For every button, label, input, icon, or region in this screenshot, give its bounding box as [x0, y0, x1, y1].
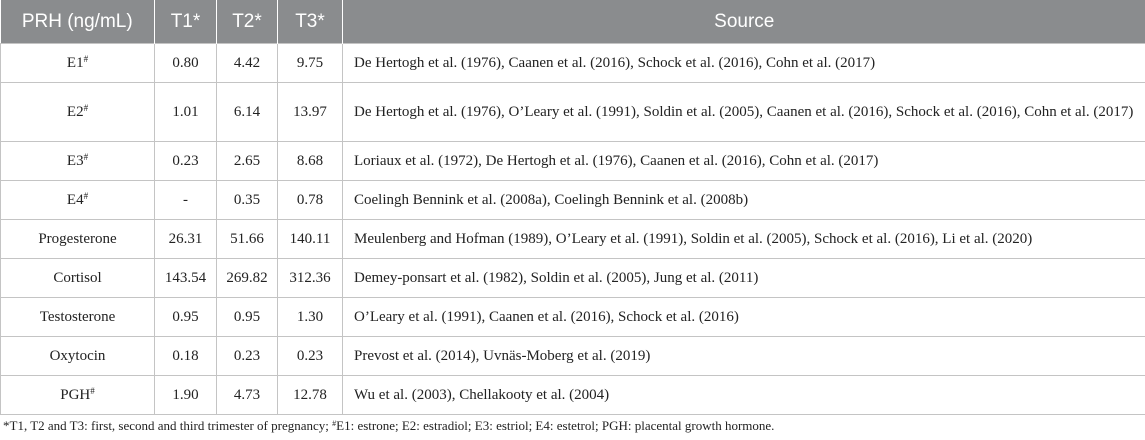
header-t3: T3*	[278, 0, 343, 44]
hormone-name: Testosterone	[1, 298, 155, 337]
hormone-name: Cortisol	[1, 259, 155, 298]
source-cell: Meulenberg and Hofman (1989), O’Leary et al. (1991), Soldin et al. (2005), Schock et al. (2016), Li et al. (2020)	[343, 220, 1145, 259]
t1-value: 0.80	[155, 44, 217, 83]
footnote-text-2: E1: estrone; E2: estradiol; E3: estriol; E4: estetrol; PGH: placental growth hormone.	[336, 418, 775, 433]
hormone-name: E1#	[1, 44, 155, 83]
table-row	[1, 298, 1145, 337]
hormone-name: Oxytocin	[1, 337, 155, 376]
t2-value: 0.35	[217, 181, 278, 220]
table-row	[1, 181, 1145, 220]
source-cell: Demey-ponsart et al. (1982), Soldin et al. (2005), Jung et al. (2011)	[343, 259, 1145, 298]
source-cell: Loriaux et al. (1972), De Hertogh et al. (1976), Caanen et al. (2016), Cohn et al. (2017)	[343, 142, 1145, 181]
t2-value: 6.14	[217, 83, 278, 142]
source-cell: Wu et al. (2003), Chellakooty et al. (2004)	[343, 376, 1145, 415]
hormone-name: E2#	[1, 83, 155, 142]
table-row	[1, 44, 1145, 83]
header-row	[1, 0, 1145, 44]
t1-value: 143.54	[155, 259, 217, 298]
t2-value: 4.73	[217, 376, 278, 415]
source-cell: De Hertogh et al. (1976), Caanen et al. (2016), Schock et al. (2016), Cohn et al. (2017)	[343, 44, 1145, 83]
t3-value: 0.78	[278, 181, 343, 220]
t3-value: 9.75	[278, 44, 343, 83]
hormone-name: E4#	[1, 181, 155, 220]
source-cell: O’Leary et al. (1991), Caanen et al. (2016), Schock et al. (2016)	[343, 298, 1145, 337]
t3-value: 8.68	[278, 142, 343, 181]
table-row	[1, 337, 1145, 376]
table-row	[1, 142, 1145, 181]
t1-value: 1.01	[155, 83, 217, 142]
header-t1: T1*	[155, 0, 217, 44]
t1-value: 0.95	[155, 298, 217, 337]
t2-value: 0.23	[217, 337, 278, 376]
footnote-mark: #	[332, 419, 337, 428]
table-row	[1, 220, 1145, 259]
t2-value: 51.66	[217, 220, 278, 259]
source-cell: Prevost et al. (2014), Uvnäs-Moberg et al. (2019)	[343, 337, 1145, 376]
header-source: Source	[343, 0, 1145, 44]
t1-value: 0.18	[155, 337, 217, 376]
t2-value: 2.65	[217, 142, 278, 181]
t2-value: 0.95	[217, 298, 278, 337]
header-t2: T2*	[217, 0, 278, 44]
hormone-name: Progesterone	[1, 220, 155, 259]
t3-value: 312.36	[278, 259, 343, 298]
table-footnote	[3, 418, 774, 434]
t1-value: 1.90	[155, 376, 217, 415]
t3-value: 140.11	[278, 220, 343, 259]
t3-value: 1.30	[278, 298, 343, 337]
t1-value: 26.31	[155, 220, 217, 259]
table-row	[1, 83, 1145, 142]
source-cell: Coelingh Bennink et al. (2008a), Coelingh Bennink et al. (2008b)	[343, 181, 1145, 220]
hormone-name: PGH#	[1, 376, 155, 415]
hormone-name: E3#	[1, 142, 155, 181]
t3-value: 12.78	[278, 376, 343, 415]
t3-value: 13.97	[278, 83, 343, 142]
t1-value: 0.23	[155, 142, 217, 181]
t2-value: 269.82	[217, 259, 278, 298]
table-row	[1, 376, 1145, 415]
table-row	[1, 259, 1145, 298]
t2-value: 4.42	[217, 44, 278, 83]
t1-value: -	[155, 181, 217, 220]
t3-value: 0.23	[278, 337, 343, 376]
source-cell: De Hertogh et al. (1976), O’Leary et al. (1991), Soldin et al. (2005), Caanen et al. (2016), Schock et al. (2016), Cohn et al. (2017)	[343, 83, 1145, 142]
footnote-text-1: *T1, T2 and T3: first, second and third trimester of pregnancy;	[3, 418, 333, 433]
header-prh: PRH (ng/mL)	[1, 0, 155, 44]
